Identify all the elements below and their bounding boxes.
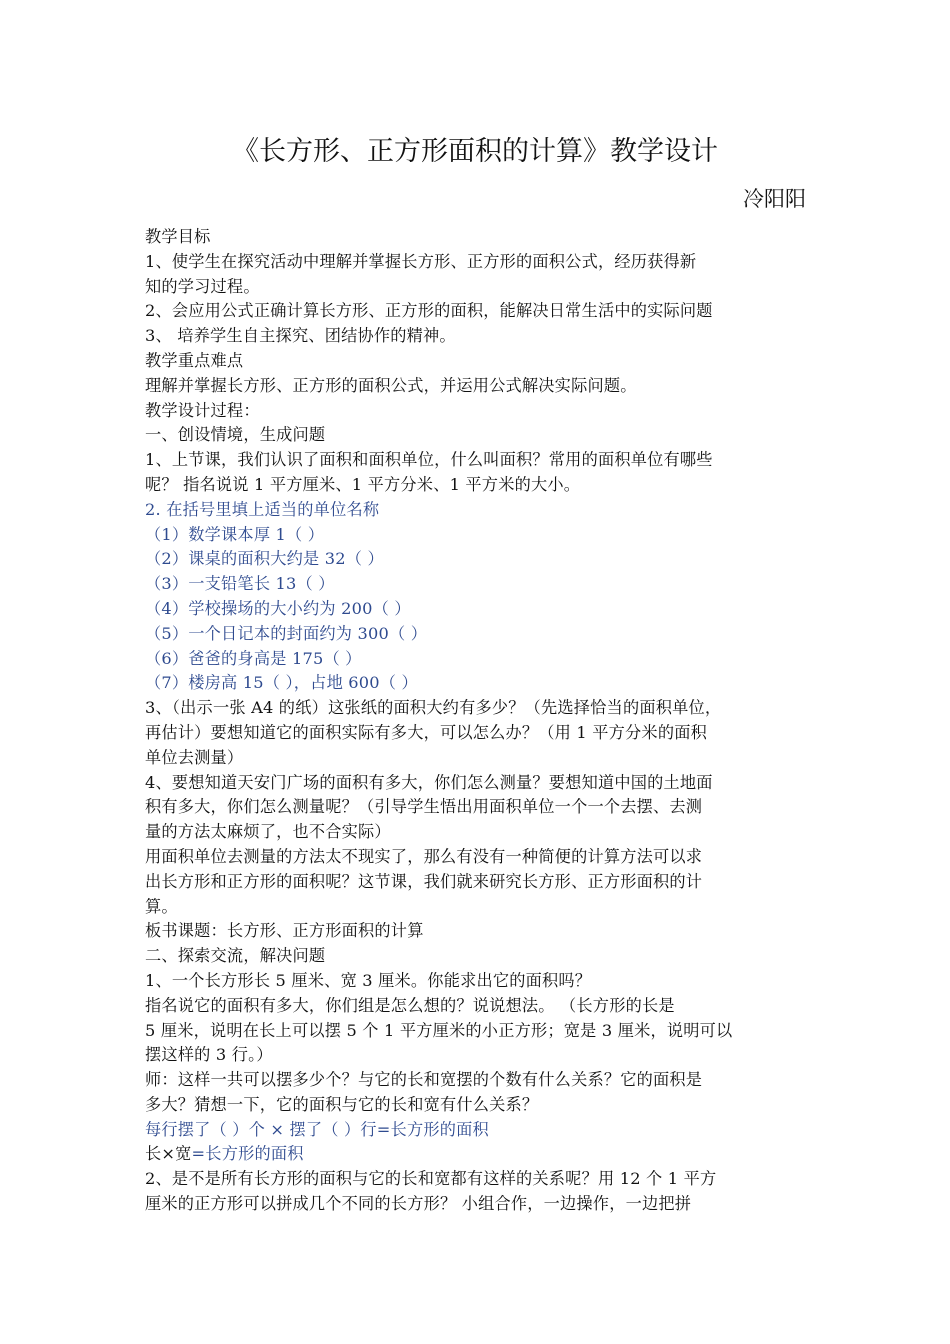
text-line: （3）一支铅笔长 13（ ） xyxy=(145,574,335,594)
text-line: 师：这样一共可以摆多少个？与它的长和宽摆的个数有什么关系？它的面积是 xyxy=(145,1070,703,1090)
text-line: 二、探索交流，解决问题 xyxy=(145,946,326,966)
author-name: 冷阳阳 xyxy=(743,187,806,211)
text-line: 板书课题：长方形、正方形面积的计算 xyxy=(145,921,424,941)
text-line: 一、创设情境，生成问题 xyxy=(145,425,326,445)
text-line: 量的方法太麻烦了，也不合实际） xyxy=(145,822,391,842)
text-line: 5 厘米，说明在长上可以摆 5 个 1 平方厘米的小正方形；宽是 3 厘米，说明可以 xyxy=(145,1020,733,1040)
text-line: 用面积单位去测量的方法太不现实了，那么有没有一种简便的计算方法可以求 xyxy=(145,846,703,866)
text-line: 3、 培养学生自主探究、团结协作的精神。 xyxy=(145,326,456,346)
text-line: 教学目标 xyxy=(145,227,211,246)
text-line: 1、一个长方形长 5 厘米、宽 3 厘米。你能求出它的面积吗？ xyxy=(145,970,592,990)
document-body xyxy=(145,225,815,1217)
text-line: 理解并掌握长方形、正方形的面积公式，并运用公式解决实际问题。 xyxy=(145,375,637,395)
text-line: 2、会应用公式正确计算长方形、正方形的面积，能解决日常生活中的实际问题 xyxy=(145,301,713,321)
text-line: （6）爸爸的身高是 175（ ） xyxy=(145,648,362,668)
text-line xyxy=(145,1142,815,1167)
formula-right: =长方形的面积 xyxy=(191,1144,304,1164)
text-line: 出长方形和正方形的面积呢？这节课，我们就来研究长方形、正方形面积的计 xyxy=(145,871,703,891)
text-line: 教学设计过程： xyxy=(145,400,260,420)
text-line: 指名说它的面积有多大，你们组是怎么想的？说说想法。 （长方形的长是 xyxy=(145,995,675,1015)
text-line: 积有多大，你们怎么测量呢？（引导学生悟出用面积单位一个一个去摆、去测 xyxy=(145,797,703,817)
text-line: 多大？猜想一下，它的面积与它的长和宽有什么关系？ xyxy=(145,1094,539,1114)
document-title: 《长方形、正方形面积的计算》教学设计 xyxy=(232,136,718,167)
text-line: 4、要想知道天安门广场的面积有多大，你们怎么测量？要想知道中国的土地面 xyxy=(145,772,713,792)
text-line: 单位去测量） xyxy=(145,747,244,767)
text-line: 算。 xyxy=(145,896,178,916)
text-line: 1、上节课，我们认识了面积和面积单位，什么叫面积？常用的面积单位有哪些 xyxy=(145,450,713,470)
text-line: 2. 在括号里填上适当的单位名称 xyxy=(145,499,380,519)
text-line: （5）一个日记本的封面约为 300（ ） xyxy=(145,623,428,643)
text-line: 呢？ 指名说说 1 平方厘米、1 平方分米、1 平方米的大小。 xyxy=(145,474,581,494)
text-line: 厘米的正方形可以拼成几个不同的长方形？ 小组合作，一边操作，一边把拼 xyxy=(145,1194,692,1214)
text-line: 摆这样的 3 行。） xyxy=(145,1045,273,1065)
text-line: （7）楼房高 15（ ），占地 600（ ） xyxy=(145,673,418,693)
text-line: （1）数学课本厚 1（ ） xyxy=(145,524,325,544)
formula-left: 长×宽 xyxy=(145,1144,192,1164)
text-line: 1、使学生在探究活动中理解并掌握长方形、正方形的面积公式，经历获得新 xyxy=(145,251,697,271)
text-line: 每行摆了（ ）个 × 摆了（ ）行=长方形的面积 xyxy=(145,1119,489,1139)
text-line: 再估计）要想知道它的面积实际有多大，可以怎么办？（用 1 平方分米的面积 xyxy=(145,722,707,742)
text-line: 教学重点难点 xyxy=(145,350,244,370)
text-line: （4）学校操场的大小约为 200（ ） xyxy=(145,598,411,618)
text-line: 知的学习过程。 xyxy=(145,276,260,296)
text-line: （2）课桌的面积大约是 32（ ） xyxy=(145,549,384,569)
text-line: 3、（出示一张 A4 的纸）这张纸的面积大约有多少？（先选择恰当的面积单位， xyxy=(145,698,722,718)
text-line: 2、是不是所有长方形的面积与它的长和宽都有这样的关系呢？用 12 个 1 平方 xyxy=(145,1169,717,1189)
